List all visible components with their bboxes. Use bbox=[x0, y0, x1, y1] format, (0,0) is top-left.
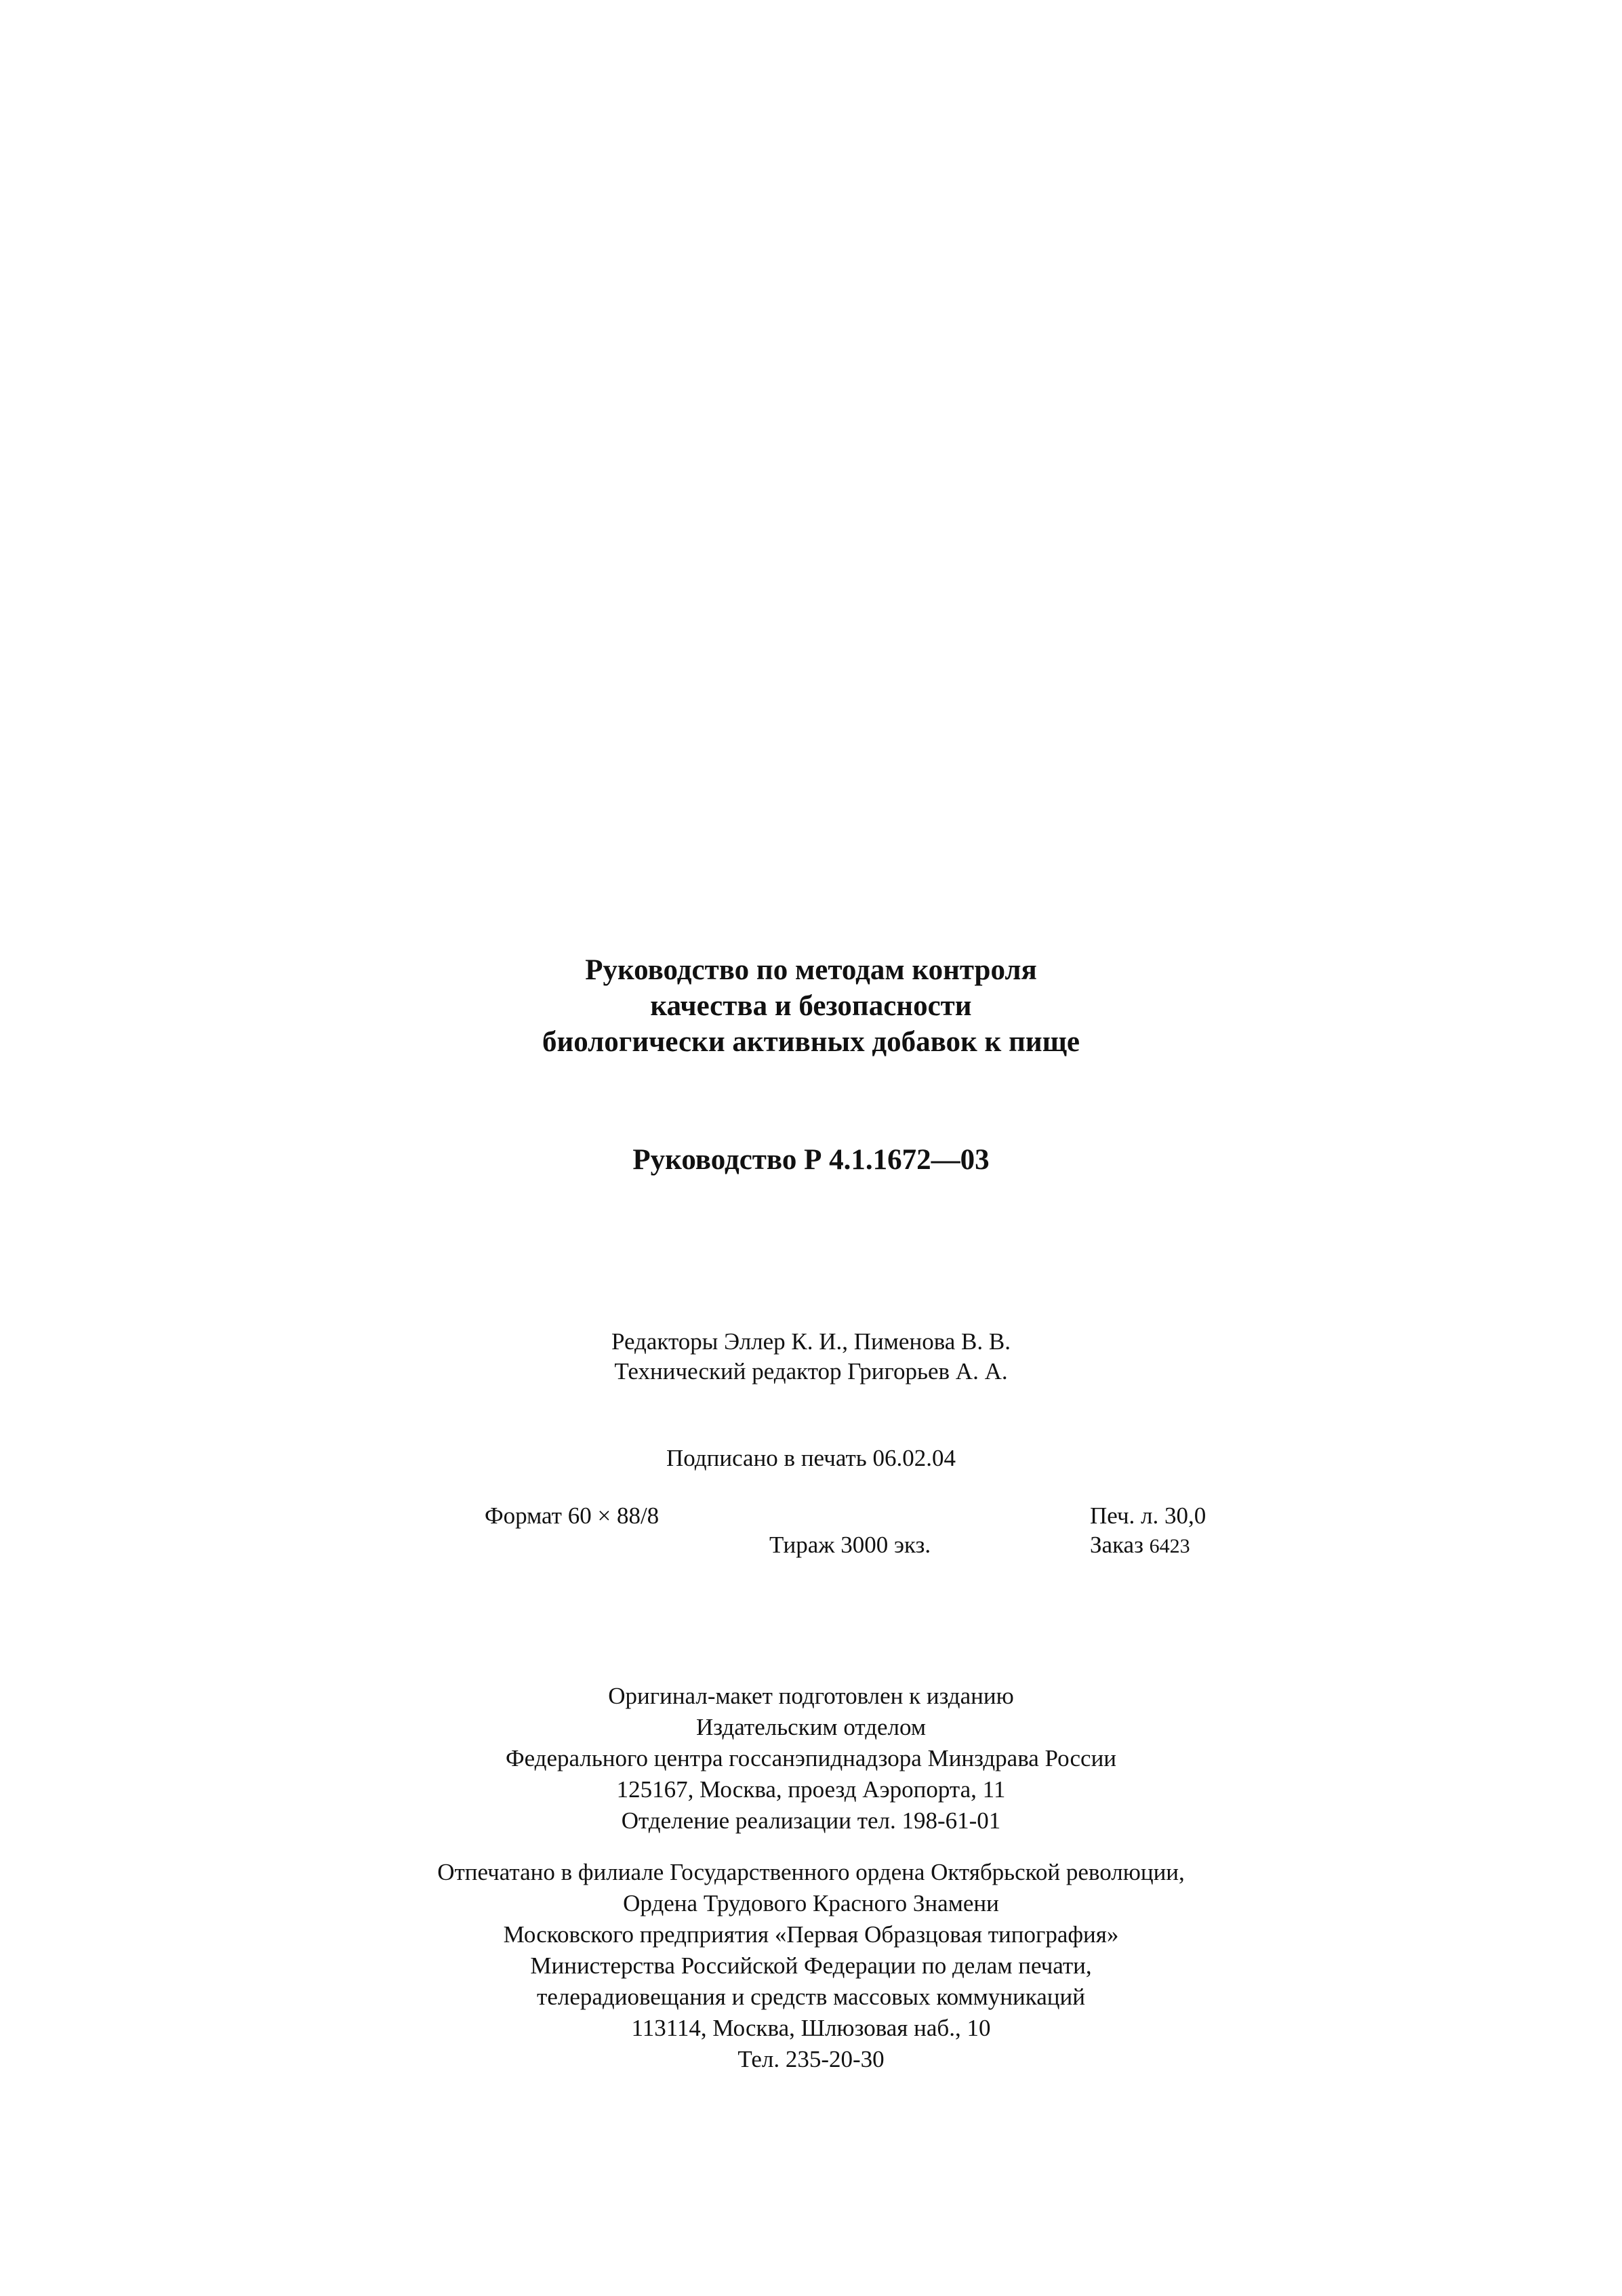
order-text bbox=[1090, 1530, 1190, 1561]
printed-line: 113114, Москва, Шлюзовая наб., 10 bbox=[631, 2015, 991, 2041]
printed-line: Ордена Трудового Красного Знамени bbox=[623, 1890, 999, 1916]
prepared-line: Федерального центра госсанэпиднадзора Минздрава России bbox=[505, 1745, 1117, 1771]
order-number: 6423 bbox=[1149, 1535, 1190, 1557]
editors-block bbox=[0, 1327, 1622, 1387]
title-line: качества и безопасности bbox=[650, 990, 972, 1022]
prepared-line: Оригинал-макет подготовлен к изданию bbox=[608, 1683, 1014, 1709]
document-title bbox=[0, 952, 1622, 1060]
signed-to-print: Подписано в печать 06.02.04 bbox=[666, 1445, 956, 1471]
printed-line: Отпечатано в филиале Государственного ордена Октябрьской революции, bbox=[437, 1859, 1185, 1885]
printed-line: Тел. 235-20-30 bbox=[737, 2046, 885, 2072]
printed-by-block bbox=[0, 1857, 1622, 2075]
printed-line: телерадиовещания и средств массовых коммуникаций bbox=[537, 1984, 1085, 2010]
order-label: Заказ bbox=[1090, 1532, 1143, 1558]
prepared-line: 125167, Москва, проезд Аэропорта, 11 bbox=[616, 1776, 1006, 1803]
prepared-line: Отделение реализации тел. 198-61-01 bbox=[621, 1807, 1001, 1834]
document-number: Руководство Р 4.1.1672—03 bbox=[632, 1144, 990, 1176]
editors-line: Редакторы Эллер К. И., Пименова В. В. bbox=[611, 1328, 1011, 1355]
title-line: Руководство по методам контроля bbox=[585, 954, 1037, 986]
printed-line: Министерства Российской Федерации по делам печати, bbox=[530, 1952, 1092, 1979]
printed-line: Московского предприятия «Первая Образцовая типография» bbox=[503, 1921, 1119, 1948]
technical-editor-line: Технический редактор Григорьев А. А. bbox=[614, 1358, 1008, 1385]
title-line: биологически активных добавок к пище bbox=[542, 1026, 1080, 1058]
print-sheets-text: Печ. л. 30,0 bbox=[1090, 1502, 1207, 1529]
format-text: Формат 60 × 88/8 bbox=[485, 1502, 660, 1529]
prepared-by-block bbox=[0, 1681, 1622, 1837]
prepared-line: Издательским отделом bbox=[696, 1714, 926, 1740]
circulation-text: Тираж 3000 экз. bbox=[769, 1532, 931, 1558]
